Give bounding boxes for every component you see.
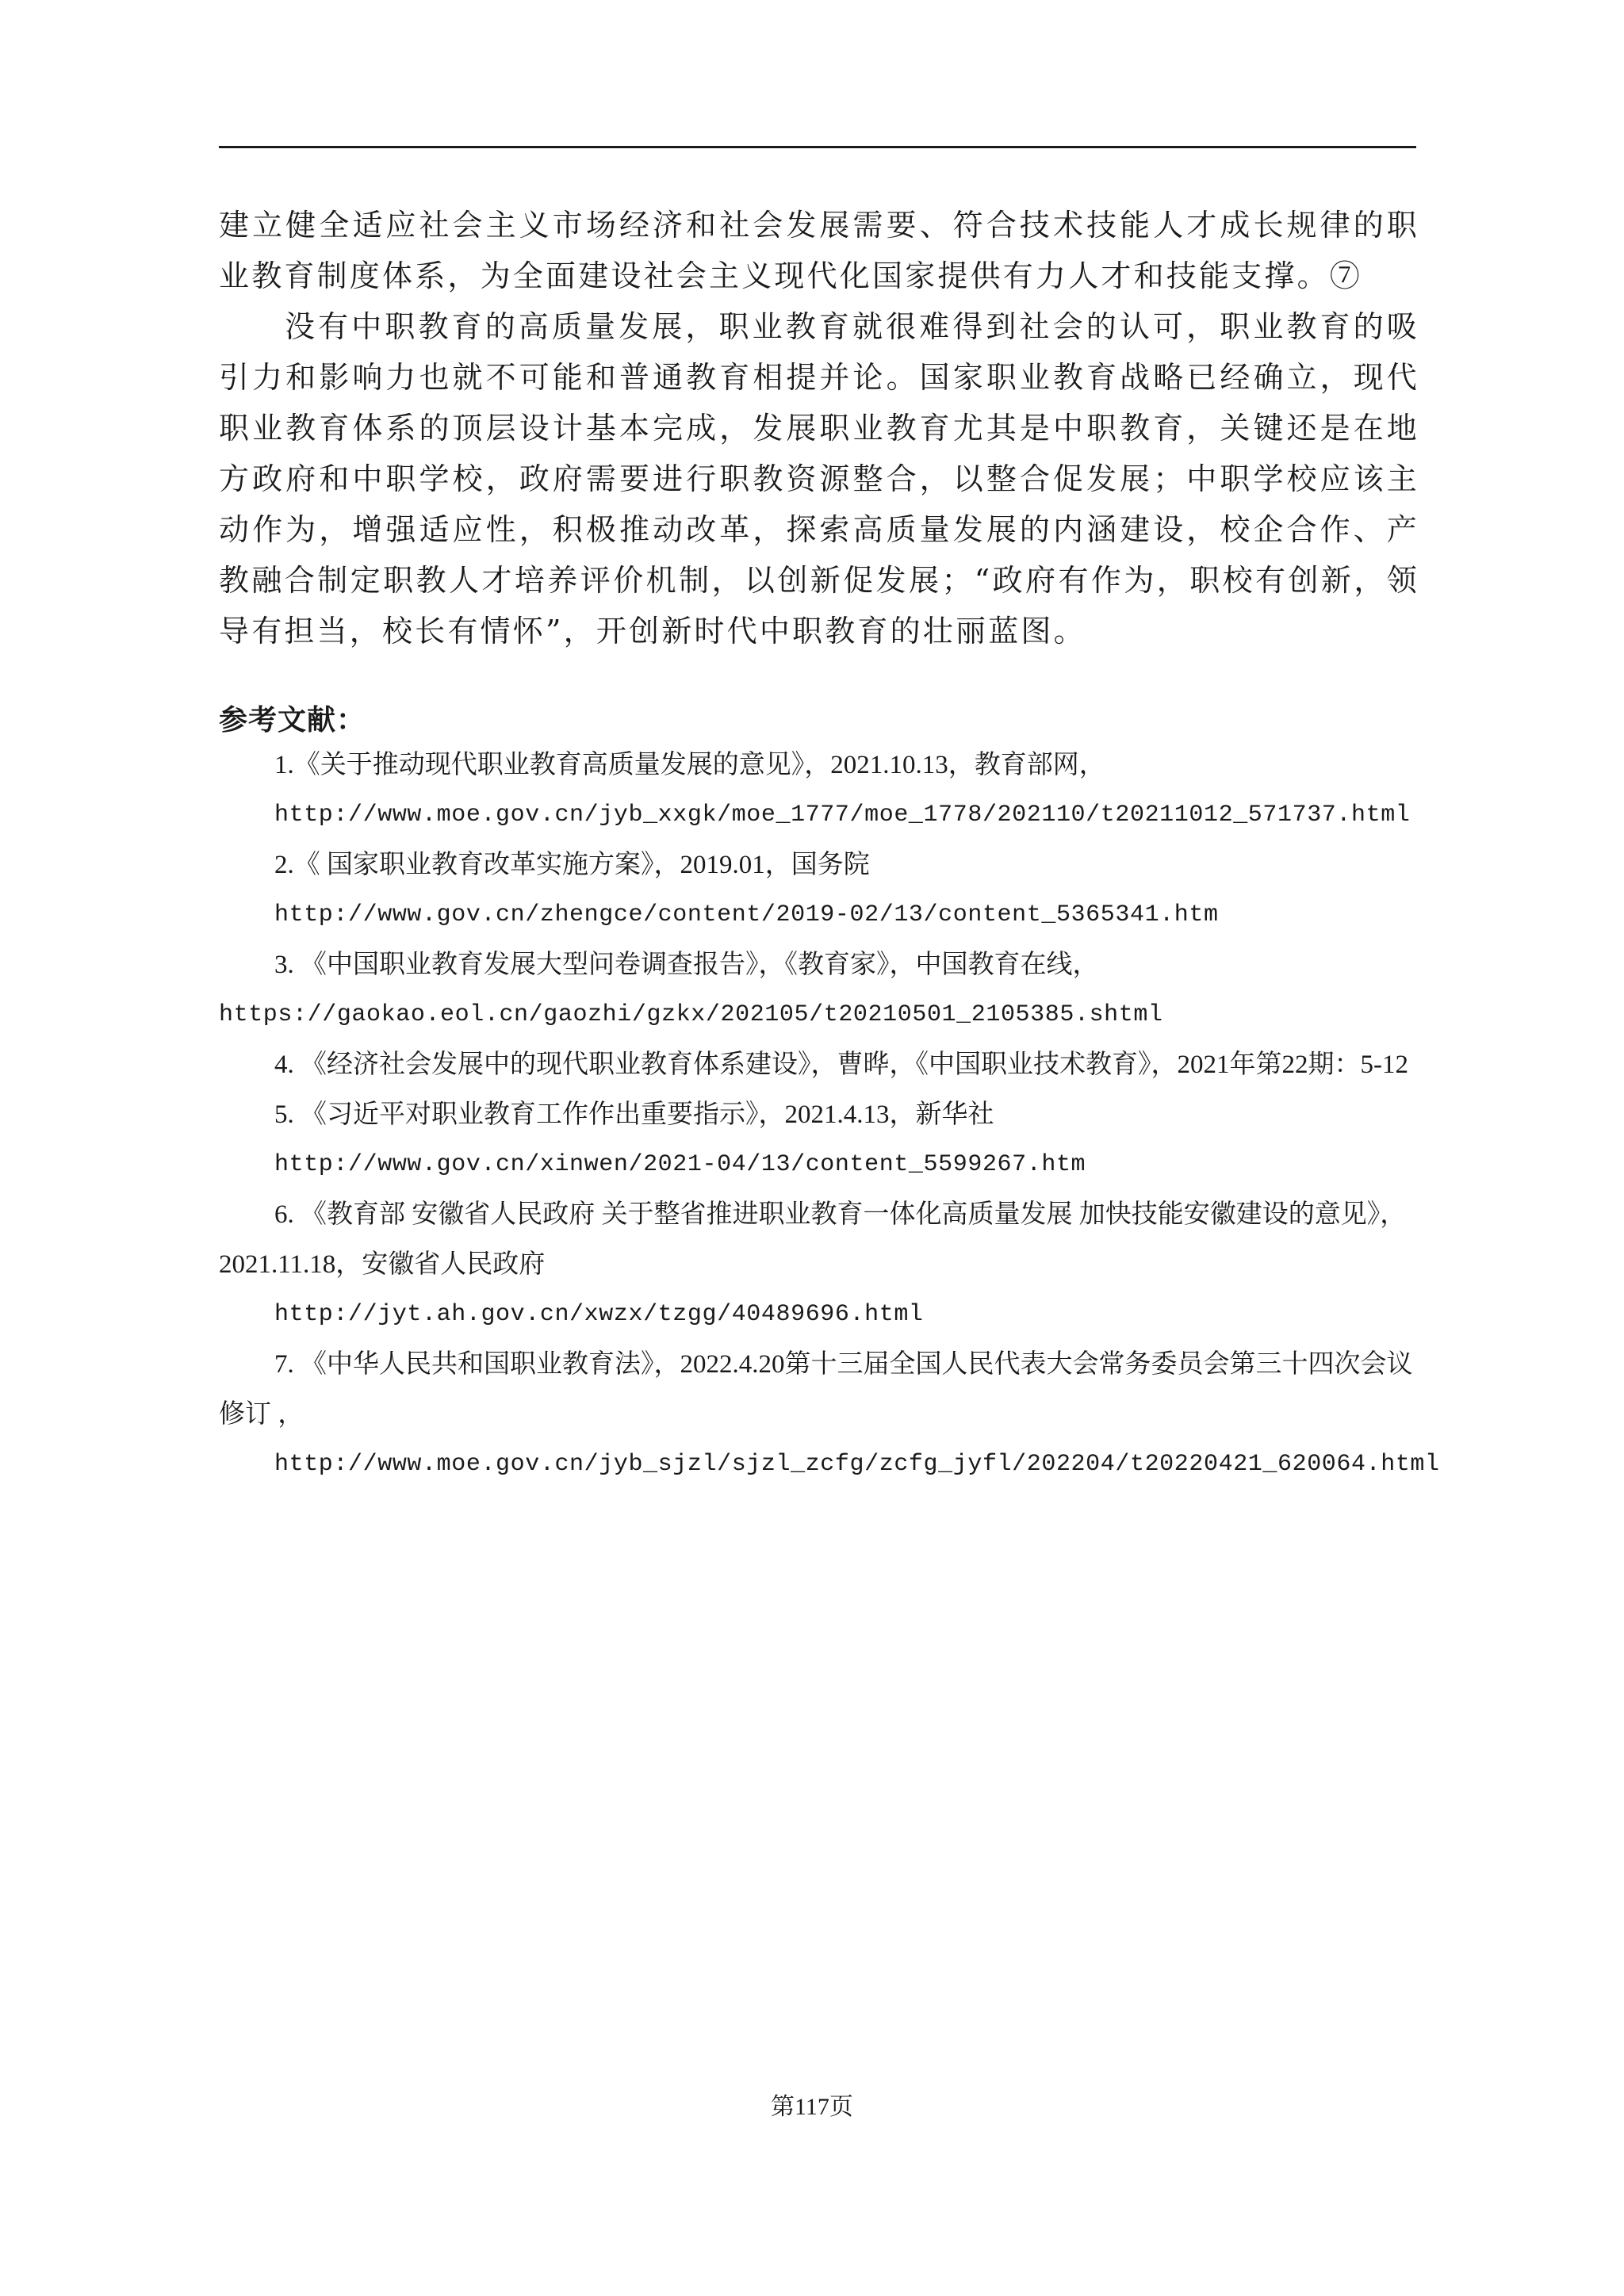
- reference-1-url[interactable]: http://www.moe.gov.cn/jyb_xxgk/moe_1777/moe_1778/202110/t20211012_571737.html: [274, 802, 1411, 828]
- header-rule: [219, 146, 1416, 148]
- reference-7: 7. 《中华人民共和国职业教育法》，2022.4.20第十三届全国人民代表大会常务委员会第三十四次会议修订 ，: [219, 1350, 1413, 1429]
- reference-2-url[interactable]: http://www.gov.cn/zhengce/content/2019-02/13/content_5365341.htm: [274, 901, 1219, 928]
- reference-6: 6. 《教育部 安徽省人民政府 关于整省推进职业教育一体化高质量发展 加快技能安徽建设的意见》，2021.11.18，安徽省人民政府: [219, 1200, 1407, 1279]
- references-list: [219, 740, 1440, 1490]
- references-title: 参考文献：: [219, 704, 366, 737]
- body-paragraph-2: 没有中职教育的高质量发展，职业教育就很难得到社会的认可，职业教育的吸引力和影响力也就不可能和普通教育相提并论。国家职业教育战略已经确立，现代职业教育体系的顶层设计基本完成，发展职业教育尤其是中职教育，关键还是在地方政府和中职学校，政府需要进行职教资源整合，以整合促发展；中职学校应该主动作为，增强适应性，积极推动改革，探索高质量发展的内涵建设，校企合作、产教融合制定职教人才培养评价机制，以创新促发展；“政府有作为，职校有创新，领导有担当，校长有情怀”，开创新时代中职教育的壮丽蓝图。: [219, 309, 1419, 649]
- reference-3-url[interactable]: https://gaokao.eol.cn/gaozhi/gzkx/202105/t20210501_2105385.shtml: [219, 1001, 1163, 1028]
- page-number: 第117页: [771, 2094, 853, 2120]
- reference-5: 5. 《习近平对职业教育工作作出重要指示》，2021.4.13，新华社: [274, 1100, 994, 1129]
- reference-5-url[interactable]: http://www.gov.cn/xinwen/2021-04/13/content_5599267.htm: [274, 1151, 1086, 1178]
- reference-7-url[interactable]: http://www.moe.gov.cn/jyb_sjzl/sjzl_zcfg/zcfg_jyfl/202204/t20220421_620064.html: [274, 1451, 1440, 1478]
- body-paragraph-1: 建立健全适应社会主义市场经济和社会发展需要、符合技术技能人才成长规律的职业教育制度体系，为全面建设社会主义现代化国家提供有力人才和技能支撑。⑦: [219, 208, 1419, 293]
- reference-4: 4. 《经济社会发展中的现代职业教育体系建设》，曹晔，《中国职业技术教育》，2021年第22期：5-12: [274, 1050, 1408, 1079]
- reference-1: 1.《关于推动现代职业教育高质量发展的意见》，2021.10.13，教育部网，: [274, 751, 1105, 779]
- reference-3: 3. 《中国职业教育发展大型问卷调查报告》，《教育家》，中国教育在线，: [274, 951, 1099, 979]
- reference-6-url[interactable]: http://jyt.ah.gov.cn/xwzx/tzgg/40489696.html: [274, 1301, 924, 1328]
- reference-2: 2.《 国家职业教育改革实施方案》，2019.01，国务院: [274, 851, 870, 879]
- body-text: [219, 200, 1419, 656]
